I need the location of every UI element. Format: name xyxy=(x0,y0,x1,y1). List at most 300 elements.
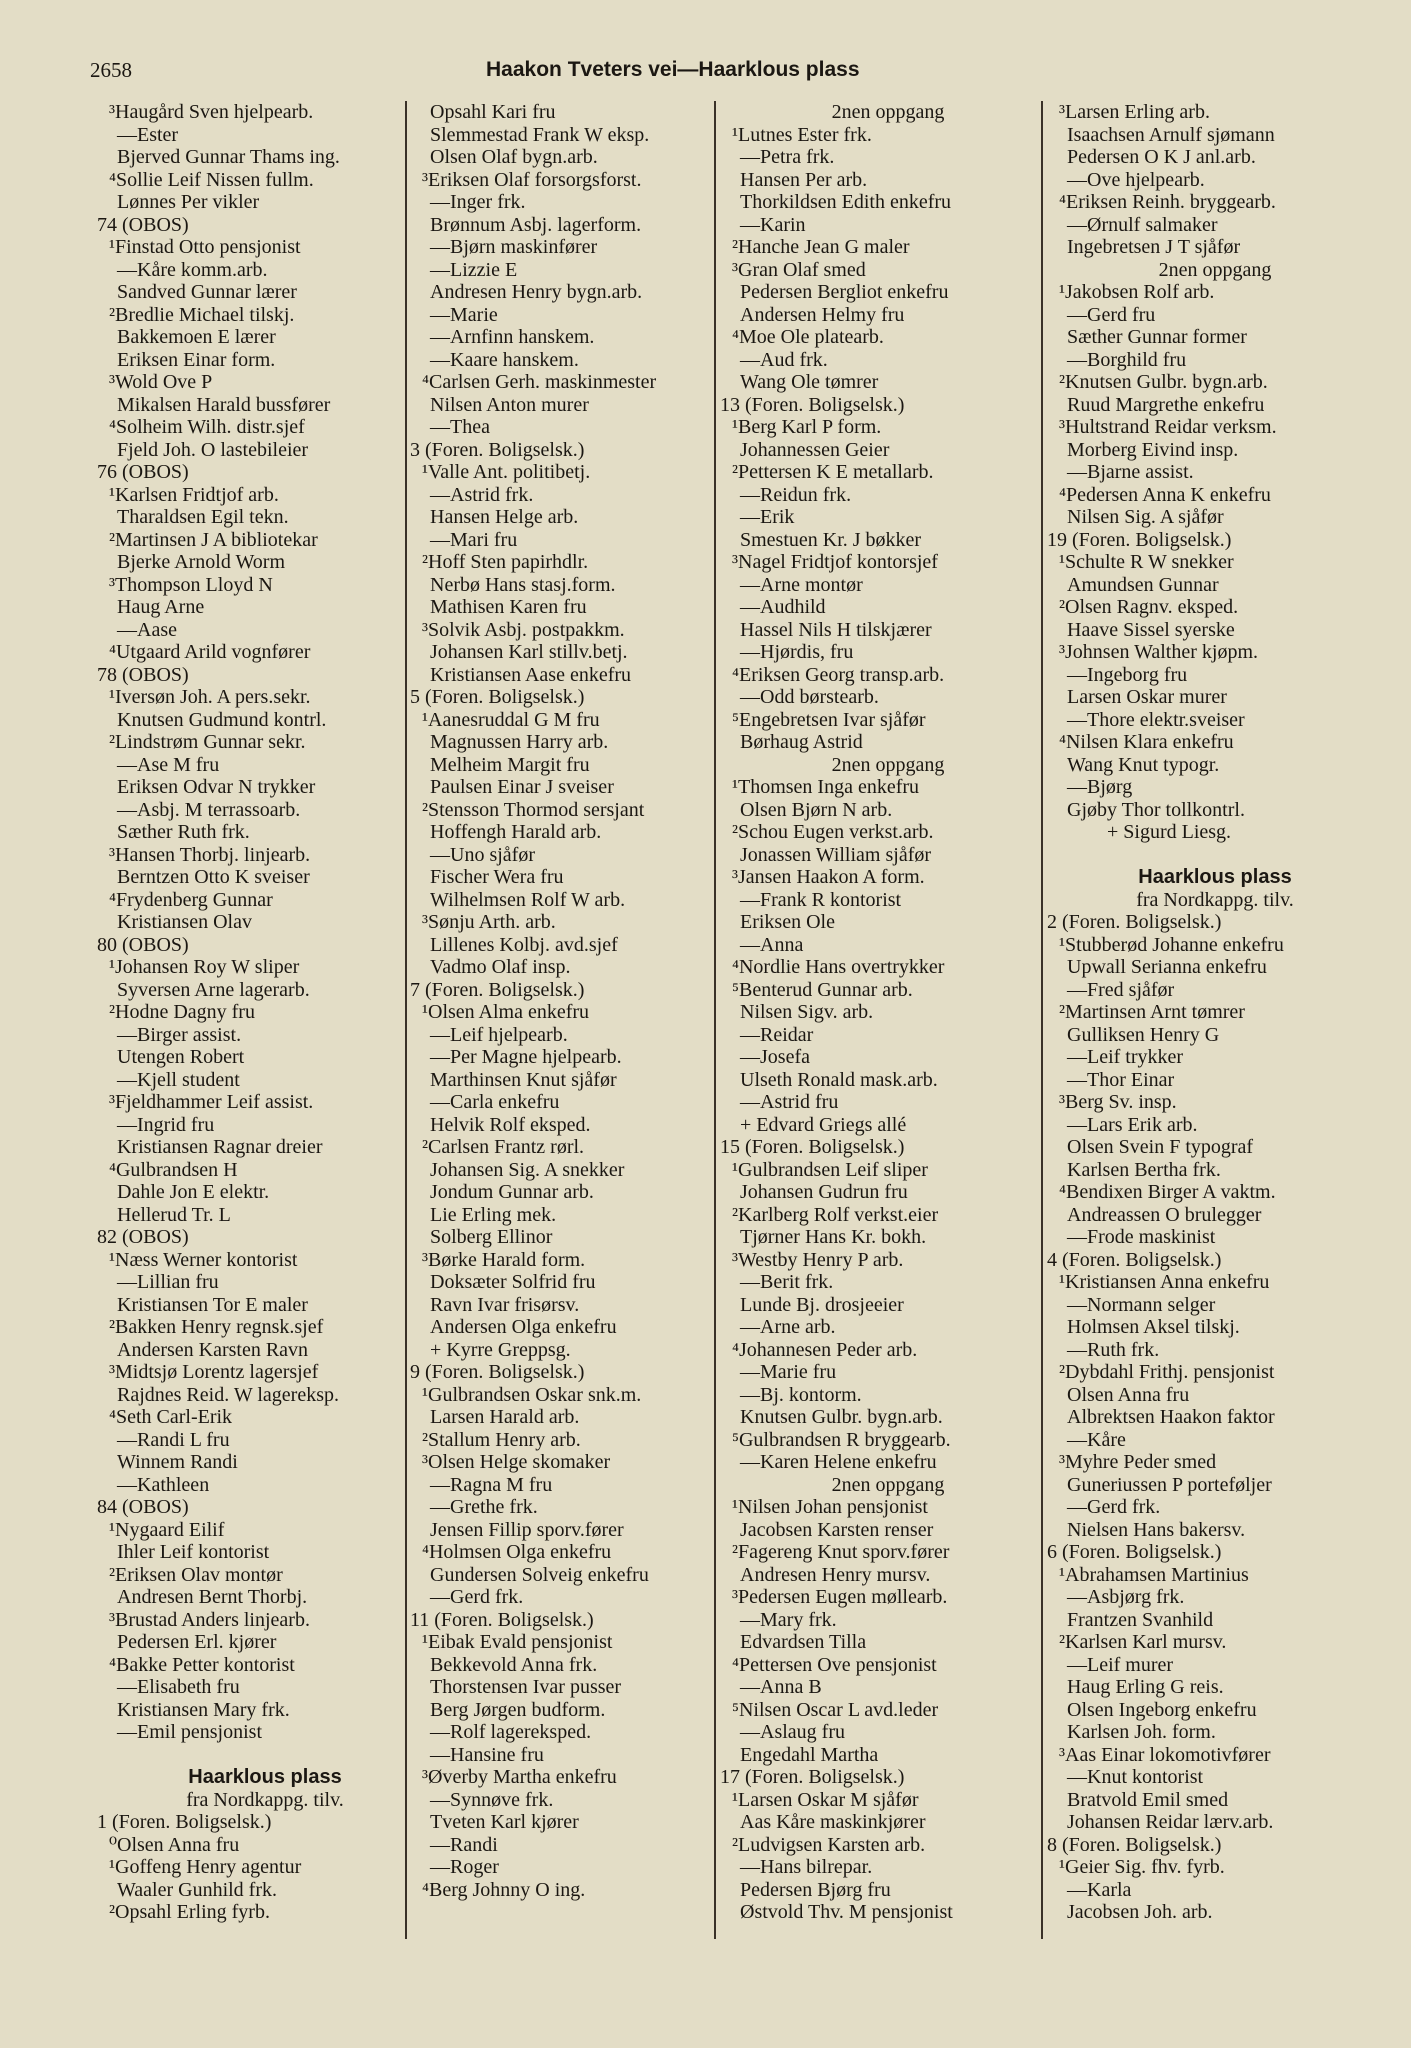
directory-entry: Gjøby Thor tollkontrl. xyxy=(1067,798,1245,821)
directory-entry: ²Bakken Henry regnsk.sjef xyxy=(109,1316,324,1338)
directory-entry: Kristiansen Ragnar dreier xyxy=(117,1136,323,1158)
directory-entry: —Ingrid fru xyxy=(117,1113,215,1136)
directory-entry: —Roger xyxy=(430,1856,499,1878)
directory-entry: —Ørnulf salmaker xyxy=(1067,213,1218,236)
directory-entry: Hassel Nils H tilskjærer xyxy=(740,618,932,641)
directory-entry: Lunde Bj. drosjeeier xyxy=(740,1293,904,1316)
subheading: 2nen oppgang xyxy=(831,1473,945,1496)
directory-entry: Johansen Karl stillv.betj. xyxy=(430,641,628,663)
directory-entry: —Hansine fru xyxy=(430,1743,544,1766)
directory-entry: Karlsen Joh. form. xyxy=(1067,1721,1216,1743)
directory-entry: Syversen Arne lagerarb. xyxy=(117,978,310,1001)
directory-entry: 76 (OBOS) xyxy=(97,461,189,483)
directory-entry: ⁴Carlsen Gerh. maskinmester xyxy=(422,371,657,393)
directory-entry: Rajdnes Reid. W lagereksp. xyxy=(117,1383,339,1406)
directory-entry: Hansen Helge arb. xyxy=(430,506,579,528)
directory-entry: ²Hanche Jean G maler xyxy=(732,236,910,258)
directory-entry: Ravn Ivar frisørsv. xyxy=(430,1293,580,1316)
directory-entry: Olsen Svein F typograf xyxy=(1067,1136,1254,1158)
directory-entry: ¹Larsen Oskar M sjåfør xyxy=(732,1788,919,1811)
directory-entry: —Randi xyxy=(430,1833,498,1856)
column-1 xyxy=(97,101,433,1924)
directory-entry: Karlsen Bertha frk. xyxy=(1067,1158,1221,1181)
directory-entry: —Karin xyxy=(740,213,806,236)
directory-entry: 19 (Foren. Boligselsk.) xyxy=(1047,528,1232,551)
directory-entry: Dahle Jon E elektr. xyxy=(117,1181,270,1203)
directory-entry: ⁴Johannesen Peder arb. xyxy=(732,1338,918,1361)
directory-entry: —Lillian fru xyxy=(117,1271,219,1293)
directory-entry: Waaler Gunhild frk. xyxy=(117,1878,277,1901)
directory-entry: Ulseth Ronald mask.arb. xyxy=(740,1068,938,1091)
cross-street: + Kyrre Greppsg. xyxy=(430,1338,571,1361)
directory-entry: —Karen Helene enkefru xyxy=(740,1451,937,1473)
directory-entry: —Leif trykker xyxy=(1067,1046,1184,1068)
directory-entry: Haug Arne xyxy=(117,596,205,618)
directory-entry: Knutsen Gulbr. bygn.arb. xyxy=(740,1406,943,1428)
directory-entry: ²Knutsen Gulbr. bygn.arb. xyxy=(1059,371,1268,393)
directory-entry xyxy=(97,1744,433,1767)
directory-entry: Gundersen Solveig enkefru xyxy=(430,1563,649,1586)
directory-entry: 82 (OBOS) xyxy=(97,1226,189,1248)
directory-entry: Pedersen O K J anl.arb. xyxy=(1067,146,1256,168)
directory-entry: Lønnes Per vikler xyxy=(117,191,260,213)
directory-entry: Jensen Fillip sporv.fører xyxy=(430,1518,624,1541)
directory-entry: ¹Iversøn Joh. A pers.sekr. xyxy=(109,686,311,708)
directory-entry: —Kåre xyxy=(1067,1428,1126,1451)
directory-entry: Jonassen William sjåfør xyxy=(740,843,932,866)
directory-entry: Berntzen Otto K sveiser xyxy=(117,866,310,888)
directory-entry: Doksæter Solfrid fru xyxy=(430,1271,596,1293)
subheading: fra Nordkappg. tilv. xyxy=(186,1788,344,1811)
directory-entry: Kristiansen Tor E maler xyxy=(117,1293,308,1316)
directory-entry: 6 (Foren. Boligselsk.) xyxy=(1047,1541,1222,1563)
directory-entry: —Carla enkefru xyxy=(430,1091,560,1113)
directory-entry: ¹Nygaard Eilif xyxy=(109,1518,225,1541)
directory-entry: ⁵Gulbrandsen R bryggearb. xyxy=(732,1428,951,1451)
directory-entry: ¹Stubberød Johanne enkefru xyxy=(1059,933,1284,956)
directory-entry: —Leif murer xyxy=(1067,1653,1174,1676)
directory-entry: ⁵Engebretsen Ivar sjåfør xyxy=(732,708,926,731)
directory-entry: ²Martinsen J A bibliotekar xyxy=(109,528,318,551)
directory-entry: ²Dybdahl Frithj. pensjonist xyxy=(1059,1361,1275,1383)
directory-entry: Olsen Ingeborg enkefru xyxy=(1067,1698,1257,1721)
directory-entry: 1 (Foren. Boligselsk.) xyxy=(97,1811,272,1833)
directory-entry: Vadmo Olaf insp. xyxy=(430,956,571,978)
directory-entry: Ruud Margrethe enkefru xyxy=(1067,393,1265,416)
directory-entry: ¹Næss Werner kontorist xyxy=(109,1248,298,1271)
directory-entry: Lie Erling mek. xyxy=(430,1203,557,1226)
directory-entry: Kristiansen Aase enkefru xyxy=(430,663,632,686)
directory-entry: ³Pedersen Eugen møllearb. xyxy=(732,1586,948,1608)
directory-entry: ²Bredlie Michael tilskj. xyxy=(109,303,295,326)
cross-street: + Sigurd Liesg. xyxy=(1107,821,1232,843)
directory-entry: ⁵Benterud Gunnar arb. xyxy=(732,978,913,1001)
directory-entry: Eriksen Ole xyxy=(740,911,835,933)
directory-entry: Holmsen Aksel tilskj. xyxy=(1067,1316,1240,1338)
directory-entry: Haave Sissel syerske xyxy=(1067,618,1235,641)
directory-entry: Andersen Helmy fru xyxy=(740,303,905,326)
directory-entry: 8 (Foren. Boligselsk.) xyxy=(1047,1833,1222,1856)
directory-entry: ²Stallum Henry arb. xyxy=(422,1428,581,1451)
directory-entry: —Kåre komm.arb. xyxy=(117,258,268,281)
directory-entry: 17 (Foren. Boligselsk.) xyxy=(720,1766,905,1788)
directory-entry: ³Hansen Thorbj. linjearb. xyxy=(109,843,311,866)
directory-entry: ³Børke Harald form. xyxy=(422,1248,586,1271)
directory-entry: —Anna xyxy=(740,933,804,956)
directory-entry: Pedersen Erl. kjører xyxy=(117,1631,277,1653)
directory-entry: Tharaldsen Egil tekn. xyxy=(117,506,289,528)
directory-entry: ¹Gulbrandsen Oskar snk.m. xyxy=(422,1383,642,1406)
directory-entry: 80 (OBOS) xyxy=(97,933,189,956)
directory-entry: Winnem Randi xyxy=(117,1451,238,1473)
directory-entry: Aas Kåre maskinkjører xyxy=(740,1811,926,1833)
directory-entry: Fischer Wera fru xyxy=(430,866,564,888)
directory-entry: —Ingeborg fru xyxy=(1067,663,1188,686)
directory-entry: ²Hodne Dagny fru xyxy=(109,1001,255,1023)
subheading: 2nen oppgang xyxy=(831,101,945,123)
directory-entry: ³Westby Henry P arb. xyxy=(732,1248,904,1271)
directory-entry: ⁴Holmsen Olga enkefru xyxy=(422,1541,612,1563)
directory-entry: Ingebretsen J T sjåfør xyxy=(1067,236,1241,258)
directory-entry: —Josefa xyxy=(740,1046,810,1068)
directory-entry: Nilsen Sigv. arb. xyxy=(740,1001,874,1023)
directory-entry: —Audhild xyxy=(740,596,826,618)
directory-entry: ¹Schulte R W snekker xyxy=(1059,551,1234,573)
directory-entry: ²Eriksen Olav montør xyxy=(109,1563,283,1586)
directory-entry: ³Haugård Sven hjelpearb. xyxy=(109,101,314,123)
directory-entry: Olsen Bjørn N arb. xyxy=(740,798,893,821)
directory-entry: Eriksen Odvar N trykker xyxy=(117,776,316,798)
directory-entry: 7 (Foren. Boligselsk.) xyxy=(410,978,585,1001)
directory-entry: Sandved Gunnar lærer xyxy=(117,281,297,303)
directory-entry: Olsen Olaf bygn.arb. xyxy=(430,146,598,168)
directory-entry: —Gerd frk. xyxy=(1067,1496,1161,1518)
directory-entry: Pedersen Bergliot enkefru xyxy=(740,281,949,303)
directory-entry: Pedersen Bjørg fru xyxy=(740,1878,891,1901)
directory-entry: ²Opsahl Erling fyrb. xyxy=(109,1901,270,1923)
directory-entry: Utengen Robert xyxy=(117,1046,245,1068)
directory-entry: ¹Goffeng Henry agentur xyxy=(109,1856,302,1878)
directory-entry: —Fred sjåfør xyxy=(1067,978,1175,1001)
directory-entry: —Ester xyxy=(117,123,179,146)
directory-entry: —Gerd frk. xyxy=(430,1586,524,1608)
directory-entry: —Hjørdis, fru xyxy=(740,641,854,663)
directory-entry: Sæther Gunnar former xyxy=(1067,326,1247,348)
directory-entry: ¹Aanesruddal G M fru xyxy=(422,708,600,731)
directory-entry: —Marie xyxy=(430,303,498,326)
directory-entry: —Aslaug fru xyxy=(740,1721,845,1743)
directory-entry: Magnussen Harry arb. xyxy=(430,731,609,753)
directory-entry: —Thea xyxy=(430,416,490,438)
directory-entry: Andersen Olga enkefru xyxy=(430,1316,617,1338)
directory-entry: Isaachsen Arnulf sjømann xyxy=(1067,123,1275,146)
directory-entry: —Petra frk. xyxy=(740,146,835,168)
directory-entry: Andersen Karsten Ravn xyxy=(117,1338,309,1361)
directory-entry: ¹Gulbrandsen Leif sliper xyxy=(732,1158,928,1181)
directory-entry: Andresen Henry bygn.arb. xyxy=(430,281,643,303)
directory-entry: ¹Olsen Alma enkefru xyxy=(422,1001,590,1023)
directory-entry: Larsen Harald arb. xyxy=(430,1406,580,1428)
directory-entry: ³Øverby Martha enkefru xyxy=(422,1766,617,1788)
directory-entry: ³Nagel Fridtjof kontorsjef xyxy=(732,551,938,573)
directory-entry: Marthinsen Knut sjåfør xyxy=(430,1068,617,1091)
directory-entry: —Thore elektr.sveiser xyxy=(1067,708,1245,731)
directory-entry: ¹Thomsen Inga enkefru xyxy=(732,776,920,798)
directory-entry: Bjerke Arnold Worm xyxy=(117,551,285,573)
directory-entry: ³Thompson Lloyd N xyxy=(109,573,273,596)
directory-entry: —Ase M fru xyxy=(117,753,220,776)
directory-entry: Tjørner Hans Kr. bokh. xyxy=(740,1226,927,1248)
directory-entry: Tveten Karl kjører xyxy=(430,1811,579,1833)
directory-entry: —Lars Erik arb. xyxy=(1067,1113,1198,1136)
directory-entry: —Lizzie E xyxy=(430,258,518,281)
directory-entry: Thorkildsen Edith enkefru xyxy=(740,191,952,213)
directory-entry: ²Karlsen Karl mursv. xyxy=(1059,1631,1227,1653)
directory-entry: ¹Lutnes Ester frk. xyxy=(732,123,872,146)
directory-entry: —Ove hjelpearb. xyxy=(1067,168,1205,191)
directory-entry: —Per Magne hjelpearb. xyxy=(430,1046,622,1068)
directory-entry: —Mary frk. xyxy=(740,1608,837,1631)
directory-entry: —Astrid frk. xyxy=(430,483,534,506)
directory-entry: —Randi L fru xyxy=(117,1428,230,1451)
directory-entry: Bjerved Gunnar Thams ing. xyxy=(117,146,340,168)
directory-entry: Paulsen Einar J sveiser xyxy=(430,776,614,798)
directory-entry: Hellerud Tr. L xyxy=(117,1203,231,1226)
directory-entry: ¹Nilsen Johan pensjonist xyxy=(732,1496,928,1518)
directory-entry: ³Brustad Anders linjearb. xyxy=(109,1608,310,1631)
directory-entry: Haug Erling G reis. xyxy=(1067,1676,1224,1698)
directory-entry: —Aase xyxy=(117,618,177,641)
directory-entry: —Frank R kontorist xyxy=(740,888,902,911)
directory-entry: Larsen Oskar murer xyxy=(1067,686,1227,708)
directory-entry: ²Fagereng Knut sporv.fører xyxy=(732,1541,950,1563)
directory-entry: ³Gran Olaf smed xyxy=(732,258,866,281)
directory-entry: —Normann selger xyxy=(1067,1293,1216,1316)
directory-entry: —Aud frk. xyxy=(740,348,828,371)
directory-entry: ³Jansen Haakon A form. xyxy=(732,866,925,888)
directory-entry: —Leif hjelpearb. xyxy=(430,1023,568,1046)
directory-entry: ³Eriksen Olaf forsorgsforst. xyxy=(422,168,642,191)
directory-entry: Guneriussen P porteføljer xyxy=(1067,1473,1272,1496)
directory-entry: ¹Geier Sig. fhv. fyrb. xyxy=(1059,1856,1225,1878)
directory-entry: Albrektsen Haakon faktor xyxy=(1067,1406,1275,1428)
directory-entry: Fjeld Joh. O lastebileier xyxy=(117,438,309,461)
directory-entry: —Kjell student xyxy=(117,1068,240,1091)
directory-entry: ⁴Bendixen Birger A vaktm. xyxy=(1059,1181,1276,1203)
column-2 xyxy=(410,101,710,1901)
directory-entry: —Borghild fru xyxy=(1067,348,1187,371)
directory-entry: Johansen Reidar lærv.arb. xyxy=(1067,1811,1274,1833)
directory-entry: ¹Berg Karl P form. xyxy=(732,416,882,438)
subheading: 2nen oppgang xyxy=(1158,258,1272,281)
directory-entry: Mikalsen Harald bussfører xyxy=(117,393,331,416)
directory-entry: 78 (OBOS) xyxy=(97,663,189,686)
directory-entry: ⁴Gulbrandsen H xyxy=(109,1158,238,1181)
directory-entry: Opsahl Kari fru xyxy=(430,101,556,123)
directory-entry: Hoffengh Harald arb. xyxy=(430,821,602,843)
directory-entry: Frantzen Svanhild xyxy=(1067,1608,1214,1631)
directory-entry: ⁴Frydenberg Gunnar xyxy=(109,888,273,911)
directory-entry: —Birger assist. xyxy=(117,1023,242,1046)
directory-entry: —Ruth frk. xyxy=(1067,1338,1160,1361)
column-divider xyxy=(714,101,716,1939)
directory-entry: Solberg Ellinor xyxy=(430,1226,553,1248)
directory-entry: ³Johnsen Walther kjøpm. xyxy=(1059,641,1258,663)
directory-entry: —Erik xyxy=(740,506,795,528)
directory-entry: —Arne montør xyxy=(740,573,863,596)
directory-entry: ²Carlsen Frantz rørl. xyxy=(422,1136,585,1158)
directory-entry: Berg Jørgen budform. xyxy=(430,1698,606,1721)
directory-entry: ³Berg Sv. insp. xyxy=(1059,1091,1177,1113)
directory-entry: Sæther Ruth frk. xyxy=(117,821,250,843)
directory-entry: —Frode maskinist xyxy=(1067,1226,1216,1248)
directory-entry: ¹Eibak Evald pensjonist xyxy=(422,1631,613,1653)
directory-entry: Jacobsen Karsten renser xyxy=(740,1518,934,1541)
directory-entry xyxy=(1047,844,1383,867)
directory-entry: —Mari fru xyxy=(430,528,518,551)
directory-entry: —Kaare hanskem. xyxy=(430,348,579,371)
directory-entry: —Thor Einar xyxy=(1067,1068,1175,1091)
directory-entry: ²Stensson Thormod sersjant xyxy=(422,798,645,821)
directory-entry: Andreassen O brulegger xyxy=(1067,1203,1262,1226)
directory-entry: —Asbjørg frk. xyxy=(1067,1586,1185,1608)
directory-entry: ³Wold Ove P xyxy=(109,371,213,393)
directory-entry: ⁴Moe Ole platearb. xyxy=(732,326,884,348)
directory-entry: Nerbø Hans stasj.form. xyxy=(430,573,616,596)
directory-entry: ¹Valle Ant. politibetj. xyxy=(422,461,591,483)
directory-entry: ⁴Sollie Leif Nissen fullm. xyxy=(109,168,314,191)
directory-entry: Kristiansen Mary frk. xyxy=(117,1698,290,1721)
directory-entry: —Rolf lagereksped. xyxy=(430,1721,592,1743)
directory-entry: Johansen Sig. A snekker xyxy=(430,1158,625,1181)
directory-entry: Thorstensen Ivar pusser xyxy=(430,1676,622,1698)
directory-entry: ¹Finstad Otto pensjonist xyxy=(109,236,301,258)
directory-entry: —Knut kontorist xyxy=(1067,1766,1204,1788)
directory-entry: ³Aas Einar lokomotivfører xyxy=(1059,1743,1271,1766)
directory-entry: —Karla xyxy=(1067,1878,1132,1901)
directory-entry: ³Hultstrand Reidar verksm. xyxy=(1059,416,1277,438)
directory-entry: Helvik Rolf eksped. xyxy=(430,1113,591,1136)
directory-entry: —Astrid fru xyxy=(740,1091,839,1113)
directory-entry: —Bjørg xyxy=(1067,776,1133,798)
directory-entry: Upwall Serianna enkefru xyxy=(1067,956,1267,978)
directory-entry: Edvardsen Tilla xyxy=(740,1631,867,1653)
directory-entry: —Arnfinn hanskem. xyxy=(430,326,595,348)
directory-entry: Slemmestad Frank W eksp. xyxy=(430,123,650,146)
directory-entry: Brønnum Asbj. lagerform. xyxy=(430,213,642,236)
directory-entry: Knutsen Gudmund kontrl. xyxy=(117,708,327,731)
directory-entry: ²Lindstrøm Gunnar sekr. xyxy=(109,731,306,753)
directory-entry: Amundsen Gunnar xyxy=(1067,573,1219,596)
directory-entry: 13 (Foren. Boligselsk.) xyxy=(720,393,905,416)
directory-entry: Wang Knut typogr. xyxy=(1067,753,1220,776)
directory-entry: ¹Abrahamsen Martinius xyxy=(1059,1563,1249,1586)
directory-entry: ³Larsen Erling arb. xyxy=(1059,101,1210,123)
directory-entry: —Bjørn maskinfører xyxy=(430,236,598,258)
directory-entry: —Arne arb. xyxy=(740,1316,836,1338)
directory-entry: —Reidar xyxy=(740,1023,814,1046)
directory-entry: —Odd børstearb. xyxy=(740,686,879,708)
directory-entry: Bratvold Emil smed xyxy=(1067,1788,1229,1811)
directory-entry: ³Sønju Arth. arb. xyxy=(422,911,556,933)
directory-entry: —Uno sjåfør xyxy=(430,843,535,866)
subheading: fra Nordkappg. tilv. xyxy=(1136,888,1294,911)
directory-entry: Bakkemoen E lærer xyxy=(117,326,276,348)
directory-entry: ³Solvik Asbj. postpakkm. xyxy=(422,618,625,641)
directory-entry: ²Martinsen Arnt tømrer xyxy=(1059,1001,1245,1023)
directory-entry: ⁴Berg Johnny O ing. xyxy=(422,1878,586,1901)
directory-entry: Olsen Anna fru xyxy=(1067,1383,1190,1406)
directory-entry: ²Hoff Sten papirhdlr. xyxy=(422,551,589,573)
directory-entry: 9 (Foren. Boligselsk.) xyxy=(410,1361,585,1383)
directory-entry: Wang Ole tømrer xyxy=(740,371,879,393)
directory-entry: —Inger frk. xyxy=(430,191,526,213)
directory-entry: Jacobsen Joh. arb. xyxy=(1067,1901,1213,1923)
directory-entry: 3 (Foren. Boligselsk.) xyxy=(410,438,585,461)
directory-entry: 74 (OBOS) xyxy=(97,213,189,236)
directory-entry: —Berit frk. xyxy=(740,1271,834,1293)
directory-entry: ²Ludvigsen Karsten arb. xyxy=(732,1833,926,1856)
directory-entry: Johannessen Geier xyxy=(740,438,890,461)
directory-entry: 11 (Foren. Boligselsk.) xyxy=(410,1608,594,1631)
directory-entry: ⁰Olsen Anna fru xyxy=(109,1833,240,1856)
directory-entry: 15 (Foren. Boligselsk.) xyxy=(720,1136,905,1158)
directory-entry: Andresen Bernt Thorbj. xyxy=(117,1586,308,1608)
directory-entry: ²Olsen Ragnv. eksped. xyxy=(1059,596,1239,618)
directory-entry: 4 (Foren. Boligselsk.) xyxy=(1047,1248,1222,1271)
directory-entry: ⁴Seth Carl-Erik xyxy=(109,1406,233,1428)
directory-entry: ⁴Nordlie Hans overtrykker xyxy=(732,956,945,978)
directory-entry: Melheim Margit fru xyxy=(430,753,590,776)
directory-entry: ⁴Eriksen Reinh. bryggearb. xyxy=(1059,191,1276,213)
page-number: 2658 xyxy=(90,58,132,82)
directory-entry: ⁴Solheim Wilh. distr.sjef xyxy=(109,416,305,438)
directory-entry: ³Myhre Peder smed xyxy=(1059,1451,1217,1473)
directory-entry: 84 (OBOS) xyxy=(97,1496,189,1518)
directory-entry: ¹Karlsen Fridtjof arb. xyxy=(109,483,279,506)
directory-entry: Hansen Per arb. xyxy=(740,168,868,191)
directory-entry: Børhaug Astrid xyxy=(740,731,863,753)
directory-entry: ¹Kristiansen Anna enkefru xyxy=(1059,1271,1270,1293)
directory-entry: Nilsen Anton murer xyxy=(430,393,589,416)
directory-entry: ⁴Eriksen Georg transp.arb. xyxy=(732,663,945,686)
directory-entry: —Elisabeth fru xyxy=(117,1676,240,1698)
directory-entry: Østvold Thv. M pensjonist xyxy=(740,1901,953,1923)
directory-entry: ⁴Nilsen Klara enkefru xyxy=(1059,731,1234,753)
directory-entry: ²Schou Eugen verkst.arb. xyxy=(732,821,934,843)
directory-entry: —Asbj. M terrassoarb. xyxy=(117,798,301,821)
section-heading: Haarklous plass xyxy=(188,1766,342,1788)
directory-entry: Nilsen Sig. A sjåfør xyxy=(1067,506,1224,528)
directory-entry: 5 (Foren. Boligselsk.) xyxy=(410,686,585,708)
directory-entry: Mathisen Karen fru xyxy=(430,596,587,618)
directory-entry: —Kathleen xyxy=(117,1473,210,1496)
directory-entry: Andresen Henry mursv. xyxy=(740,1563,931,1586)
directory-entry: ³Fjeldhammer Leif assist. xyxy=(109,1091,314,1113)
directory-entry: Johansen Gudrun fru xyxy=(740,1181,908,1203)
directory-entry: ²Karlberg Rolf verkst.eier xyxy=(732,1203,939,1226)
directory-entry: Nielsen Hans bakersv. xyxy=(1067,1518,1246,1541)
directory-entry: ⁴Bakke Petter kontorist xyxy=(109,1653,295,1676)
page-header xyxy=(0,58,1411,88)
directory-entry: ³Midtsjø Lorentz lagersjef xyxy=(109,1361,319,1383)
column-3 xyxy=(720,101,1056,1924)
directory-entry: —Bjarne assist. xyxy=(1067,461,1194,483)
directory-entry: —Grethe frk. xyxy=(430,1496,538,1518)
cross-street: + Edvard Griegs allé xyxy=(740,1113,907,1136)
directory-entry: Bekkevold Anna frk. xyxy=(430,1653,598,1676)
directory-entry: —Reidun frk. xyxy=(740,483,852,506)
